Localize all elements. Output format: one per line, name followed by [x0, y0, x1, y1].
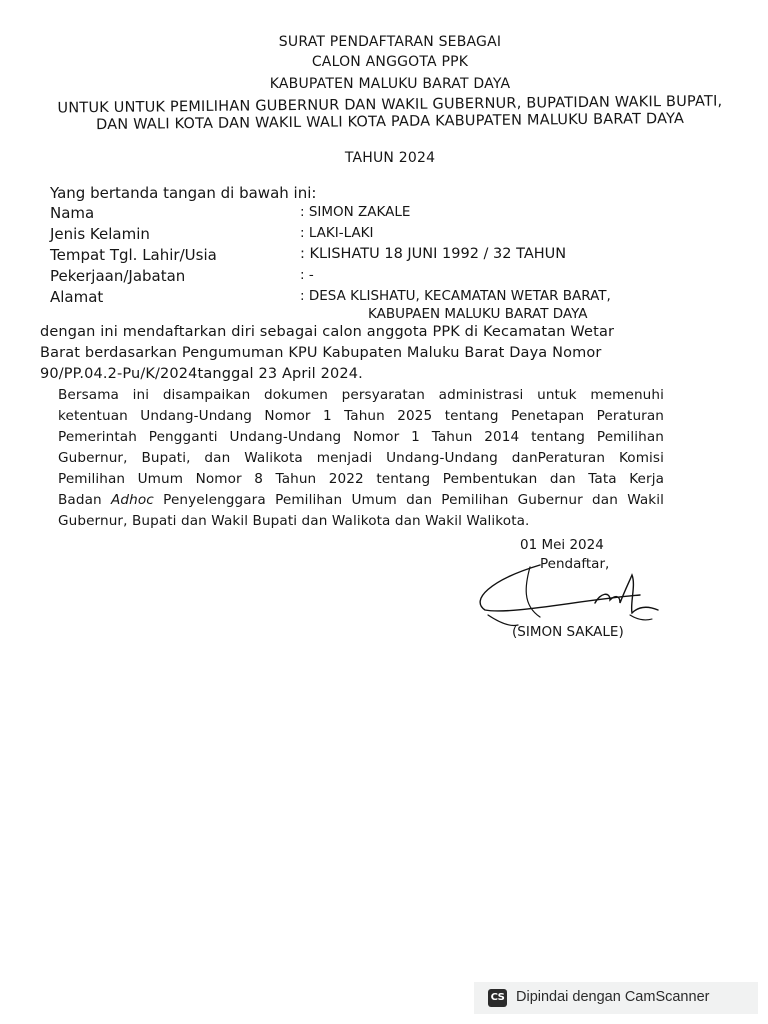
- signer-name: (SIMON SAKALE): [512, 624, 624, 640]
- title-line-1: SURAT PENDAFTARAN SEBAGAI: [278, 34, 502, 50]
- field-label-occupation: Pekerjaan/Jabatan: [50, 267, 186, 285]
- paragraph-1-line-3: 90/PP.04.2-Pu/K/2024tanggal 23 April 2024.: [40, 366, 363, 382]
- paragraph-2-line-6: [58, 492, 664, 508]
- field-label-name: Nama: [50, 204, 95, 222]
- field-value-occupation: : -: [300, 267, 314, 283]
- title-line-4: UNTUK UNTUK PEMILIHAN GUBERNUR DAN WAKIL GUBERNUR, BUPATIDAN WAKIL BUPATI, DAN WALI KOTA DAN WAKIL WALI KOTA PADA KABUPATEN MALUKU BARAT DAYA: [57, 93, 723, 134]
- field-label-address: Alamat: [50, 288, 104, 306]
- field-value-name: : SIMON ZAKALE: [300, 204, 411, 220]
- camscanner-icon: CS: [488, 989, 507, 1007]
- title-line-3: KABUPATEN MALUKU BARAT DAYA: [269, 76, 511, 92]
- paragraph-2-line-3: Pemerintah Pengganti Undang-Undang Nomor 1 Tahun 2014 tentang Pemilihan: [58, 429, 664, 445]
- paragraph-2-line-6-rest: Penyelenggara Pemilihan Umum dan Pemilihan Gubernur dan Wakil: [163, 492, 665, 508]
- paragraph-2-line-4: Gubernur, Bupati, dan Walikota menjadi Undang-Undang danPeraturan Komisi: [58, 450, 664, 466]
- field-value-birth: : KLISHATU 18 JUNI 1992 / 32 TAHUN: [300, 246, 567, 262]
- title-line-2: CALON ANGGOTA PPK: [311, 54, 469, 70]
- paragraph-1-line-1: dengan ini mendaftarkan diri sebagai calon anggota PPK di Kecamatan Wetar: [40, 324, 615, 340]
- signature-role: Pendaftar,: [540, 556, 610, 572]
- paragraph-2-line-5: Pemilihan Umum Nomor 8 Tahun 2022 tentang Pembentukan dan Tata Kerja: [58, 471, 664, 487]
- adhoc-word: Adhoc: [111, 492, 154, 508]
- badan-word: Badan: [58, 492, 102, 508]
- field-value-address-line-2: KABUPAEN MALUKU BARAT DAYA: [368, 306, 588, 322]
- title-year: TAHUN 2024: [344, 150, 436, 166]
- field-value-gender: : LAKI-LAKI: [300, 225, 374, 241]
- scanner-watermark: [474, 982, 758, 1014]
- paragraph-2-line-2: ketentuan Undang-Undang Nomor 1 Tahun 2025 tentang Penetapan Peraturan: [58, 408, 664, 424]
- field-label-birth: Tempat Tgl. Lahir/Usia: [50, 246, 217, 264]
- field-value-address: : DESA KLISHATU, KECAMATAN WETAR BARAT,: [300, 288, 611, 304]
- scanner-label: Dipindai dengan CamScanner: [516, 989, 710, 1005]
- intro-text: Yang bertanda tangan di bawah ini:: [50, 184, 317, 202]
- field-label-gender: Jenis Kelamin: [50, 225, 150, 243]
- paragraph-2-line-7: Gubernur, Bupati dan Wakil Bupati dan Walikota dan Wakil Walikota.: [58, 513, 530, 529]
- paragraph-2-line-1: Bersama ini disampaikan dokumen persyaratan administrasi untuk memenuhi: [58, 387, 664, 403]
- paragraph-1-line-2: Barat berdasarkan Pengumuman KPU Kabupaten Maluku Barat Daya Nomor: [40, 345, 602, 361]
- signature-date: 01 Mei 2024: [520, 537, 604, 553]
